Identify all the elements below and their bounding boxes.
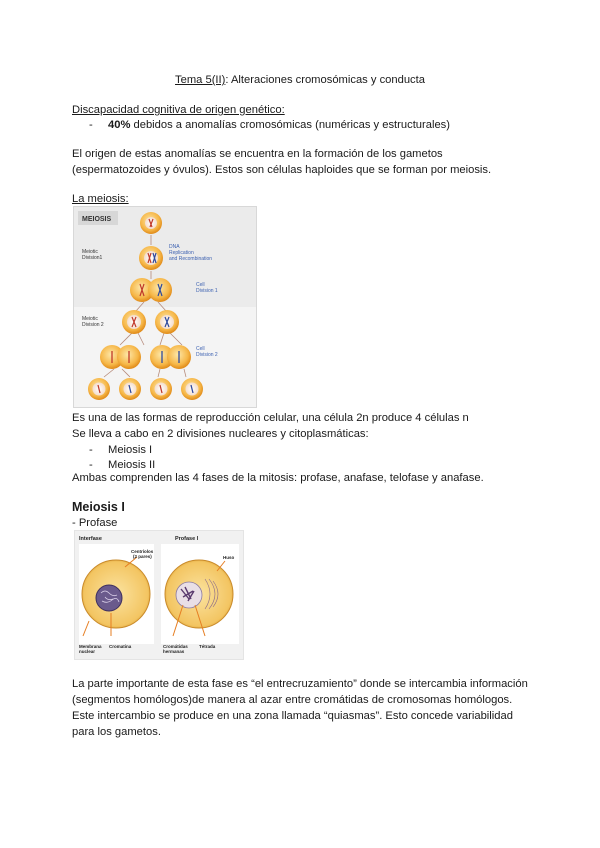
title-rest: : Alteraciones cromosómicas y conducta xyxy=(225,74,425,86)
profase-diagram xyxy=(74,530,244,660)
paragraph-origen-line1: El origen de estas anomalías se encuentra en la formación de los gametos xyxy=(72,148,443,160)
bullet-dash: - xyxy=(89,119,93,131)
label-cell2-b: Division 2 xyxy=(196,352,218,358)
list-dash-2: - xyxy=(89,459,93,471)
label-div1-b: Division1 xyxy=(82,255,103,261)
label-cromatidas-b: hermanas xyxy=(163,649,185,654)
profase-diagram-svg xyxy=(75,531,243,659)
page-title xyxy=(0,72,600,88)
label-cromatidas-a: Cromátidas xyxy=(163,644,188,649)
bullet-40-percent xyxy=(108,117,450,133)
bullet-bold: 40% xyxy=(108,119,131,131)
list-dash-1: - xyxy=(89,444,93,456)
label-huso: Huso xyxy=(223,555,235,560)
paragraph-entrecruzamiento-3: Este intercambio se produce en una zona llamada “quiasmas”. Esto concede variabilidad xyxy=(72,710,513,722)
label-meiosis: MEIOSIS xyxy=(82,216,112,223)
interfase-nucleus xyxy=(96,585,122,611)
label-div1-a: Meiotic xyxy=(82,249,98,255)
list-item-meiosis-2: Meiosis II xyxy=(108,459,156,471)
label-interfase: Interfase xyxy=(79,536,102,542)
bullet-rest: debidos a anomalías cromosómicas (numéricas y estructurales) xyxy=(130,119,450,131)
paragraph-origen-line2: (espermatozoides y óvulos). Estos son células haploides que se forman por meiosis. xyxy=(72,164,492,176)
meiosis-heading: La meiosis: xyxy=(72,193,129,205)
label-cell1-a: Cell xyxy=(196,282,205,288)
paragraph-entrecruzamiento-1: La parte importante de esta fase es “el entrecruzamiento” donde se intercambia información xyxy=(72,678,528,690)
paragraph-entrecruzamiento-2: (segmentos homólogos)de manera al azar entre cromátidas de cromosomas homólogos. xyxy=(72,694,513,706)
paragraph-entrecruzamiento-4: para los gametos. xyxy=(72,726,161,738)
label-dna-b: Replication xyxy=(169,250,194,256)
label-membrana-b: nuclear xyxy=(79,649,96,654)
list-item-meiosis-1: Meiosis I xyxy=(108,444,153,456)
label-div2-b: Division 2 xyxy=(82,322,104,328)
profase-subheading: - Profase xyxy=(72,517,118,529)
label-tetrada: Tétrada xyxy=(199,644,216,649)
label-dna-c: and Recombination xyxy=(169,256,213,262)
label-cell2-a: Cell xyxy=(196,346,205,352)
meiosis-1-heading: Meiosis I xyxy=(72,500,125,514)
paragraph-divisiones: Se lleva a cabo en 2 divisiones nucleares y citoplasmáticas: xyxy=(72,428,369,440)
label-profase-i: Profase I xyxy=(175,536,199,542)
label-membrana-a: Membrana xyxy=(79,644,102,649)
label-cromatina: Cromatina xyxy=(109,644,132,649)
title-topic: Tema 5(II) xyxy=(175,74,226,86)
label-dna-a: DNA xyxy=(169,244,180,250)
label-div2-a: Meiotic xyxy=(82,316,98,322)
section-heading-discapacidad: Discapacidad cognitiva de origen genético: xyxy=(72,104,285,116)
label-centriolos-a: Centríolos xyxy=(131,549,154,554)
meiosis-diagram xyxy=(73,206,257,408)
label-cell1-b: Division 1 xyxy=(196,288,218,294)
paragraph-fases: Ambas comprenden las 4 fases de la mitosis: profase, anafase, telofase y anafase. xyxy=(72,472,484,484)
meiosis-diagram-svg xyxy=(74,207,256,407)
label-centriolos-b: (2 pares) xyxy=(133,554,152,559)
paragraph-reproduccion: Es una de las formas de reproducción celular, una célula 2n produce 4 células n xyxy=(72,412,469,424)
